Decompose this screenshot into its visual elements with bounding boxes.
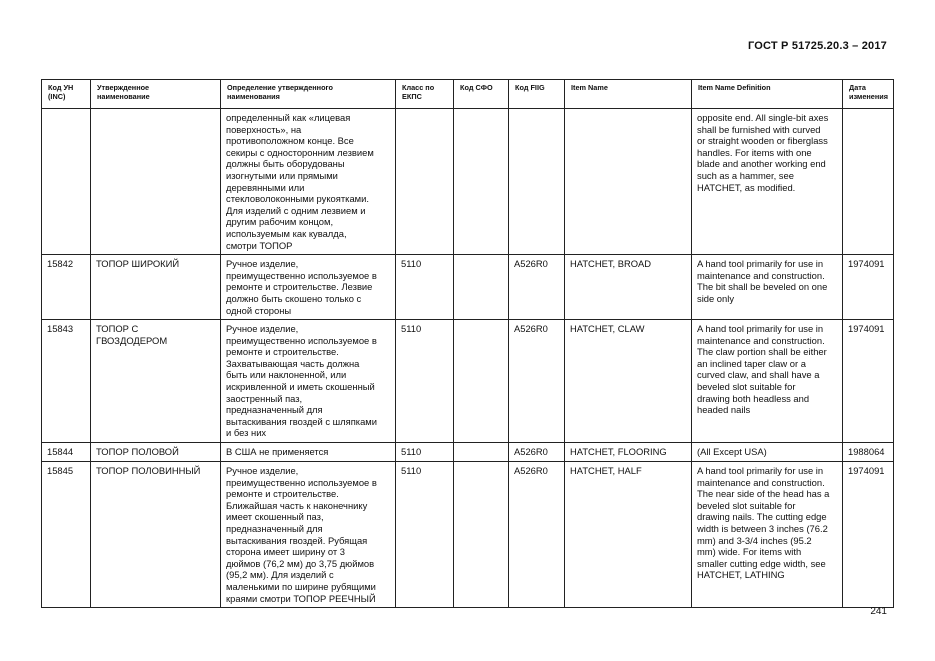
table-row xyxy=(42,255,894,320)
table-row xyxy=(42,320,894,443)
cell-class: 5110 xyxy=(396,255,454,320)
cell-inc xyxy=(42,109,91,255)
cell-inc: 15845 xyxy=(42,462,91,608)
cell-sfo xyxy=(454,109,509,255)
cell-sfo xyxy=(454,320,509,443)
cell-date: 1974091 xyxy=(843,255,894,320)
cell-item-name: HATCHET, HALF xyxy=(565,462,692,608)
cell-item-name-definition: opposite end. All single-bit axes shall be furnished with curved or straight wooden or fiberglass handles. For items with one blade and another working end such as a hammer, see HATCHET, as modified. xyxy=(692,109,843,255)
header-class: Класс по ЕКПС xyxy=(396,80,454,109)
header-approved-name: Утвержденное наименование xyxy=(91,80,221,109)
cell-fiig: A526R0 xyxy=(509,255,565,320)
cell-definition: Ручное изделие, преимущественно используемое в ремонте и строительстве. Захватывающая часть должна быть или наклоненной, или искривленной и иметь скошенный заостренный паз, предназначенный для вытаскивания гвоздей с шляпками и без них xyxy=(221,320,396,443)
header-item-name-definition: Item Name Definition xyxy=(692,80,843,109)
table-row xyxy=(42,109,894,255)
cell-fiig: A526R0 xyxy=(509,443,565,462)
cell-inc: 15844 xyxy=(42,443,91,462)
cell-approved-name: ТОПОР С ГВОЗДОДЕРОМ xyxy=(91,320,221,443)
cell-item-name: HATCHET, CLAW xyxy=(565,320,692,443)
cell-definition: Ручное изделие, преимущественно используемое в ремонте и строительстве. Лезвие должно быть скошено только с одной стороны xyxy=(221,255,396,320)
cell-item-name: HATCHET, FLOORING xyxy=(565,443,692,462)
cell-class: 5110 xyxy=(396,320,454,443)
cell-item-name-definition: A hand tool primarily for use in maintenance and construction. The near side of the head has a beveled slot suitable for drawing nails. The cutting edge width is between 3 inches (76.2 mm) and 3-3/4 inches (95.2 mm) wide. For items with smaller cutting edge width, see HATCHET, LATHING xyxy=(692,462,843,608)
table-row xyxy=(42,443,894,462)
header-inc: Код УН (INC) xyxy=(42,80,91,109)
cell-item-name-definition: (All Except USA) xyxy=(692,443,843,462)
cell-item-name-definition: A hand tool primarily for use in maintenance and construction. The claw portion shall be either an inclined taper claw or a curved claw, and shall have a beveled slot suitable for drawing both headless and headed nails xyxy=(692,320,843,443)
cell-approved-name: ТОПОР ПОЛОВОЙ xyxy=(91,443,221,462)
cell-inc: 15843 xyxy=(42,320,91,443)
cell-approved-name: ТОПОР ПОЛОВИННЫЙ xyxy=(91,462,221,608)
cell-item-name xyxy=(565,109,692,255)
cell-sfo xyxy=(454,255,509,320)
header-sfo: Код СФО xyxy=(454,80,509,109)
header-item-name: Item Name xyxy=(565,80,692,109)
cell-class: 5110 xyxy=(396,462,454,608)
table-header-row xyxy=(42,80,894,109)
cell-approved-name xyxy=(91,109,221,255)
cell-class: 5110 xyxy=(396,443,454,462)
cell-fiig: A526R0 xyxy=(509,462,565,608)
cell-sfo xyxy=(454,443,509,462)
cell-sfo xyxy=(454,462,509,608)
cell-fiig xyxy=(509,109,565,255)
table-row xyxy=(42,462,894,608)
page-number: 241 xyxy=(870,606,887,617)
cell-definition: В США не применяется xyxy=(221,443,396,462)
cell-date: 1974091 xyxy=(843,320,894,443)
cell-approved-name: ТОПОР ШИРОКИЙ xyxy=(91,255,221,320)
cell-date: 1988064 xyxy=(843,443,894,462)
header-definition: Определение утвержденного наименования xyxy=(221,80,396,109)
cell-class xyxy=(396,109,454,255)
cell-definition: определенный как «лицевая поверхность», на противоположном конце. Все секиры с односторонним лезвием должны быть оборудованы изогнутыми или прямыми деревянными или стекловолоконными рукоятками. Для изделий с одним лезвием и другим рабочим концом, используемым как кувалда, смотри ТОПОР xyxy=(221,109,396,255)
cell-item-name: HATCHET, BROAD xyxy=(565,255,692,320)
cell-date xyxy=(843,109,894,255)
header-date: Дата изменения xyxy=(843,80,894,109)
catalog-table xyxy=(41,79,894,608)
page-header: ГОСТ Р 51725.20.3 – 2017 xyxy=(747,40,887,52)
header-fiig: Код FIIG xyxy=(509,80,565,109)
cell-fiig: A526R0 xyxy=(509,320,565,443)
cell-date: 1974091 xyxy=(843,462,894,608)
cell-item-name-definition: A hand tool primarily for use in maintenance and construction. The bit shall be beveled on one side only xyxy=(692,255,843,320)
cell-definition: Ручное изделие, преимущественно используемое в ремонте и строительстве. Ближайшая часть к наконечнику имеет скошенный паз, предназначенный для вытаскивания гвоздей. Рубящая сторона имеет ширину от 3 дюймов (76,2 мм) до 3,75 дюймов (95,2 мм). Для изделий с маленькими по ширине рубящими краями смотри ТОПОР РЕЕЧНЫЙ xyxy=(221,462,396,608)
cell-inc: 15842 xyxy=(42,255,91,320)
